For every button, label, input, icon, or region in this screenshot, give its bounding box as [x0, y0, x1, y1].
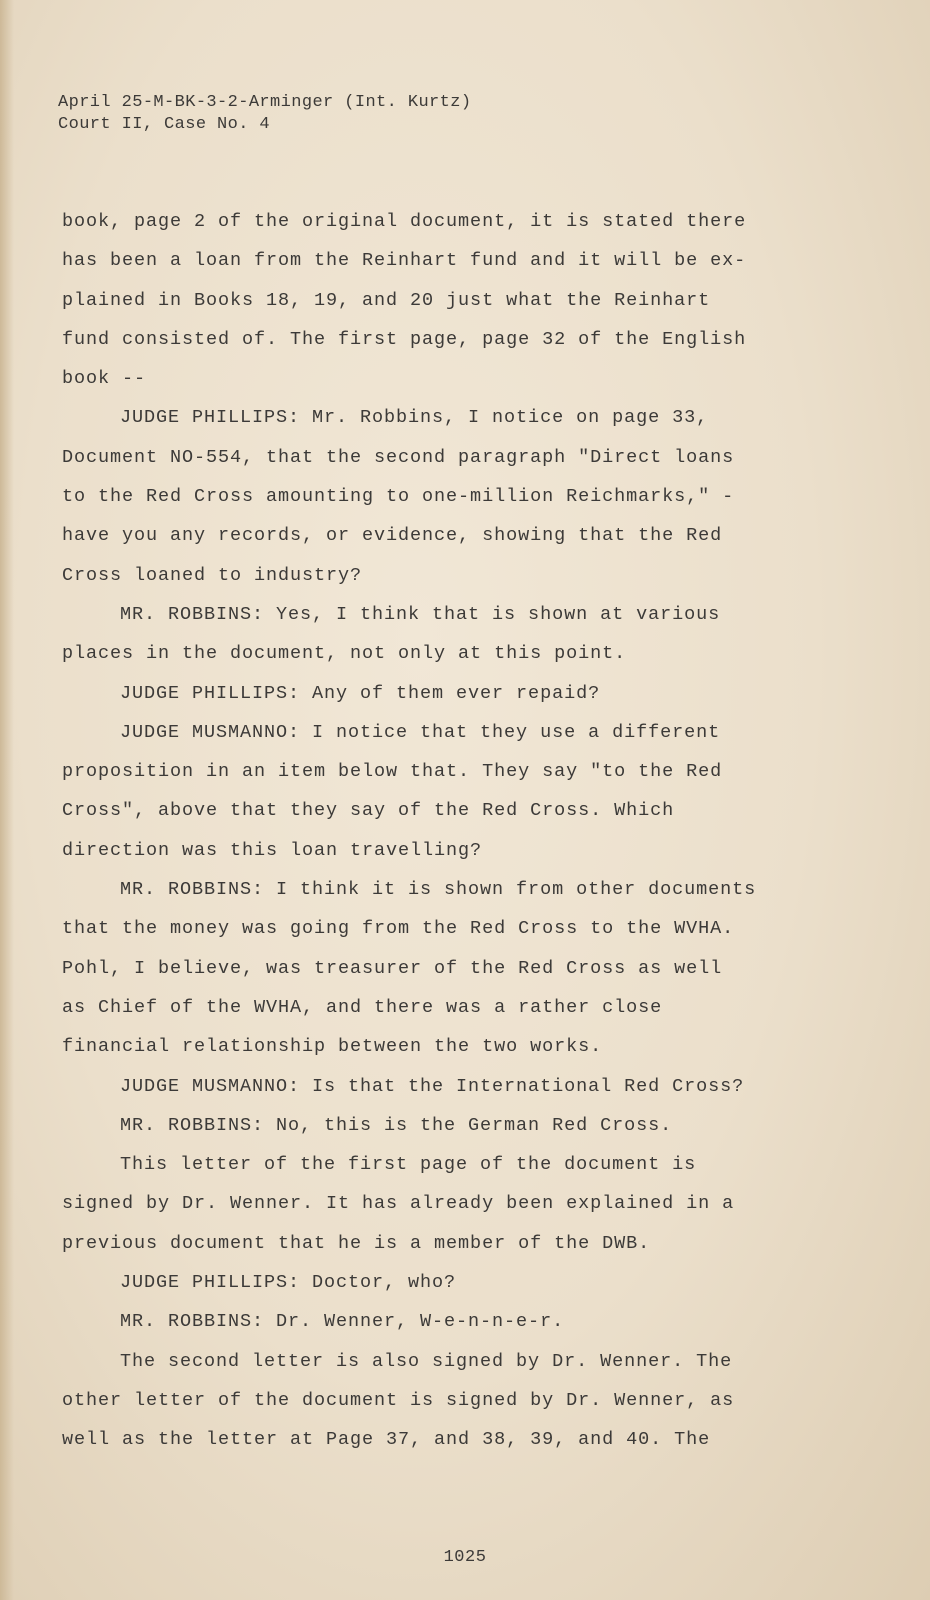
transcript-line: JUDGE PHILLIPS: Doctor, who?: [120, 1272, 457, 1294]
transcript-line: The second letter is also signed by Dr. Wenner. The: [120, 1350, 733, 1372]
transcript-line: MR. ROBBINS: I think it is shown from other documents: [120, 879, 757, 901]
document-header: [58, 92, 471, 136]
transcript-line: JUDGE PHILLIPS: Mr. Robbins, I notice on page 33,: [120, 407, 709, 429]
transcript-line: Cross", above that they say of the Red Cross. Which: [62, 800, 675, 822]
transcript-line: places in the document, not only at this point.: [62, 643, 627, 665]
paper-edge: [0, 0, 14, 1600]
transcript-line: plained in Books 18, 19, and 20 just what the Reinhart: [62, 289, 711, 311]
transcript-line: have you any records, or evidence, showing that the Red: [62, 525, 723, 547]
transcript-line: signed by Dr. Wenner. It has already been explained in a: [62, 1193, 735, 1215]
transcript-line: JUDGE MUSMANNO: I notice that they use a different: [120, 721, 721, 743]
transcript-line: Document NO-554, that the second paragraph "Direct loans: [62, 446, 735, 468]
transcript-line: direction was this loan travelling?: [62, 839, 483, 861]
transcript-line: book, page 2 of the original document, it is stated there: [62, 211, 747, 232]
transcript-line: proposition in an item below that. They say "to the Red: [62, 761, 723, 783]
transcript-line: JUDGE PHILLIPS: Any of them ever repaid?: [120, 682, 601, 704]
transcript-line: Pohl, I believe, was treasurer of the Red Cross as well: [62, 957, 723, 979]
transcript-body: [62, 202, 862, 1460]
transcript-line: fund consisted of. The first page, page 32 of the English: [62, 328, 747, 350]
transcript-line: well as the letter at Page 37, and 38, 39, and 40. The: [62, 1429, 711, 1451]
transcript-line: other letter of the document is signed by Dr. Wenner, as: [62, 1389, 735, 1411]
header-reference-line: April 25-M-BK-3-2-Arminger (Int. Kurtz): [58, 93, 472, 112]
transcript-line: This letter of the first page of the document is: [120, 1154, 697, 1176]
transcript-line: MR. ROBBINS: Yes, I think that is shown at various: [120, 603, 721, 625]
transcript-line: financial relationship between the two works.: [62, 1036, 603, 1058]
page-number: 1025: [443, 1548, 487, 1567]
transcript-line: to the Red Cross amounting to one-million Reichmarks," -: [62, 486, 735, 508]
transcript-line: has been a loan from the Reinhart fund and it will be ex-: [62, 250, 747, 272]
header-court-line: Court II, Case No. 4: [58, 115, 271, 134]
transcript-line: MR. ROBBINS: Dr. Wenner, W-e-n-n-e-r.: [120, 1311, 565, 1333]
transcript-line: book --: [62, 368, 147, 390]
transcript-line: Cross loaned to industry?: [62, 564, 363, 586]
transcript-line: previous document that he is a member of the DWB.: [62, 1232, 651, 1254]
transcript-line: that the money was going from the Red Cross to the WVHA.: [62, 918, 735, 940]
transcript-line: MR. ROBBINS: No, this is the German Red Cross.: [120, 1114, 673, 1136]
transcript-line: as Chief of the WVHA, and there was a rather close: [62, 996, 663, 1018]
transcript-line: JUDGE MUSMANNO: Is that the International Red Cross?: [120, 1075, 745, 1097]
